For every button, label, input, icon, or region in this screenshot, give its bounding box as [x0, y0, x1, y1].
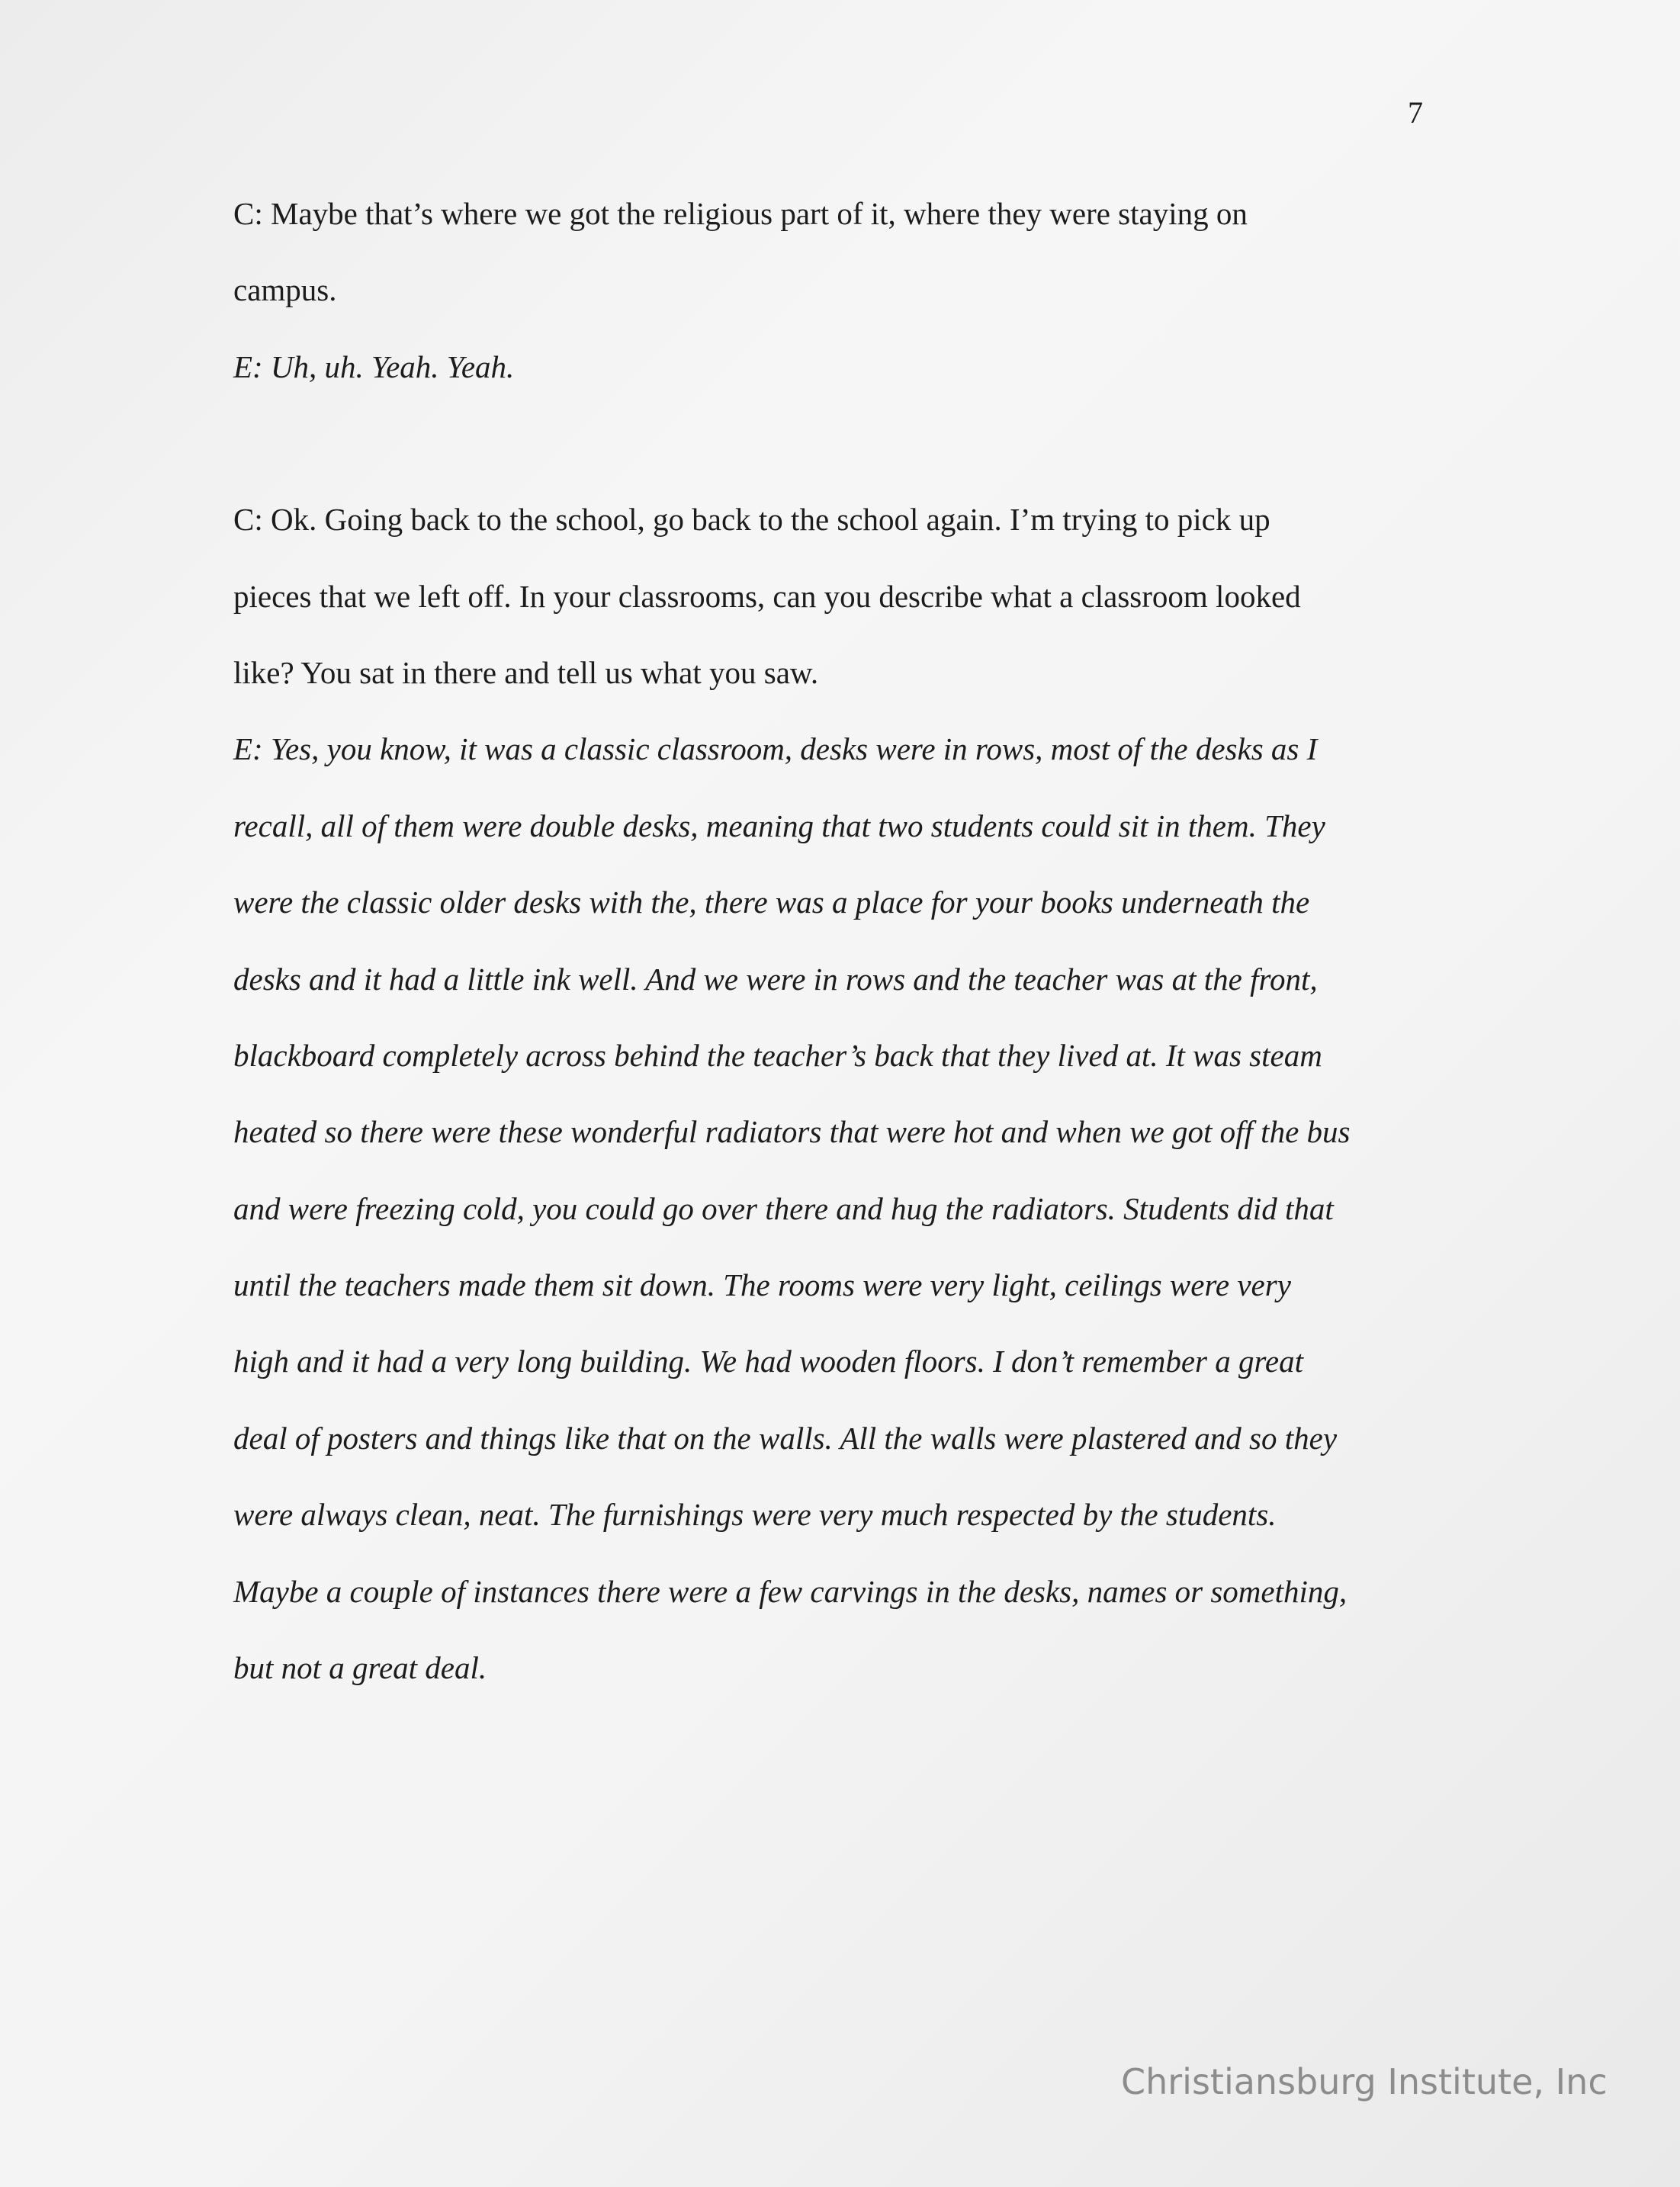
- transcript-entry-e-2: [233, 724, 1454, 1720]
- transcript-line: until the teachers made them sit down. The rooms were very light, ceilings were very: [233, 1267, 1291, 1303]
- paragraph-gap: [233, 419, 1454, 495]
- transcript-line: campus.: [233, 272, 337, 308]
- transcript-line: C: Maybe that’s where we got the religious part of it, where they were staying on: [233, 196, 1248, 231]
- transcript-line: high and it had a very long building. We had wooden floors. I don’t remember a great: [233, 1344, 1303, 1379]
- transcript-line: heated so there were these wonderful radiators that were hot and when we got off the bus: [233, 1114, 1351, 1150]
- transcript-line: E: Uh, uh. Yeah. Yeah.: [233, 348, 515, 384]
- transcript-entry-e-1: [233, 342, 1454, 419]
- transcript-line: were always clean, neat. The furnishings were very much respected by the students.: [233, 1497, 1277, 1533]
- transcript-entry-c-2: [233, 495, 1454, 724]
- transcript-line: pieces that we left off. In your classrooms, can you describe what a classroom looked: [233, 578, 1301, 614]
- transcript-line: Maybe a couple of instances there were a few carvings in the desks, names or something,: [233, 1573, 1348, 1609]
- transcript-line: recall, all of them were double desks, meaning that two students could sit in them. They: [233, 808, 1325, 843]
- transcript-line: but not a great deal.: [233, 1650, 487, 1686]
- transcript-entry-c-1: [233, 189, 1454, 342]
- transcript-line: desks and it had a little ink well. And we were in rows and the teacher was at the front,: [233, 961, 1318, 997]
- transcript-line: deal of posters and things like that on the walls. All the walls were plastered and so they: [233, 1420, 1338, 1456]
- transcript-line: E: Yes, you know, it was a classic classroom, desks were in rows, most of the desks as I: [233, 731, 1318, 767]
- transcript-line: like? You sat in there and tell us what you saw.: [233, 654, 819, 690]
- watermark-text: Christiansburg Institute, Inc: [1121, 2061, 1608, 2102]
- transcript-line: and were freezing cold, you could go over there and hug the radiators. Students did that: [233, 1190, 1334, 1226]
- transcript-line: blackboard completely across behind the teacher’s back that they lived at. It was steam: [233, 1037, 1322, 1073]
- page-number: 7: [1408, 95, 1423, 130]
- transcript-body: [233, 189, 1454, 1720]
- transcript-line: were the classic older desks with the, there was a place for your books underneath the: [233, 885, 1310, 920]
- transcript-line: C: Ok. Going back to the school, go back to the school again. I’m trying to pick up: [233, 502, 1270, 538]
